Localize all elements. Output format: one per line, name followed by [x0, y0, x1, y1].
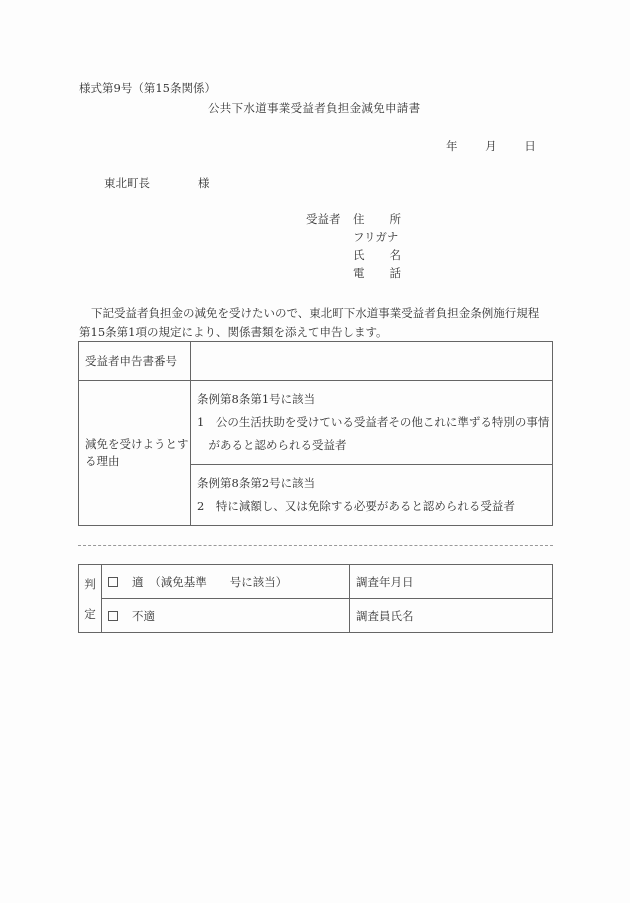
surveyor-name-field[interactable]: 調査員氏名 — [350, 599, 553, 633]
applicant-label: 受益者 — [306, 212, 341, 226]
document-title: 公共下水道事業受益者負担金減免申請書 — [208, 101, 421, 115]
applicant-address-field: 住 所 — [353, 212, 401, 226]
reason-1-heading: 条例第8条第1号に該当 — [197, 392, 316, 406]
date-line — [446, 138, 536, 154]
cut-line-divider — [78, 545, 553, 546]
body-text — [79, 304, 559, 342]
reason-1-text-a: 1 公の生活扶助を受けている受益者その他これに準ずる特別の事情 — [197, 415, 550, 429]
addressee-honorific: 様 — [198, 176, 210, 190]
report-number-value[interactable] — [191, 342, 553, 381]
judgement-label: 判 定 — [79, 565, 102, 633]
judgement-table — [78, 564, 553, 633]
form-number: 様式第9号（第15条関係） — [79, 81, 216, 95]
body-line-2: 第15条第1項の規定により、関係書類を添えて申告します。 — [79, 325, 388, 339]
reason-2-cell[interactable] — [191, 465, 553, 526]
applicant-phone-field: 電 話 — [353, 266, 401, 280]
reason-2-text: 2 特に減額し、又は免除する必要があると認められる受益者 — [197, 499, 515, 513]
applicant-furigana-field: フリガナ — [353, 230, 399, 244]
report-number-label: 受益者申告書番号 — [79, 342, 191, 381]
applicant-name-field: 氏 名 — [353, 248, 401, 262]
option-suitable[interactable]: 適 （減免基準 号に該当） — [102, 565, 350, 599]
date-month: 月 — [485, 139, 497, 153]
reason-1-cell[interactable] — [191, 381, 553, 465]
reason-2-heading: 条例第8条第2号に該当 — [197, 476, 316, 490]
body-line-1: 下記受益者負担金の減免を受けたいので、東北町下水道事業受益者負担金条例施行規程 — [91, 306, 540, 320]
survey-date-field[interactable]: 調査年月日 — [350, 565, 553, 599]
addressee-name: 東北町長 — [104, 176, 150, 190]
reason-label: 減免を受けようとする理由 — [79, 381, 191, 526]
application-table — [78, 341, 553, 526]
option-unsuitable[interactable]: 不適 — [102, 599, 350, 633]
date-year: 年 — [446, 139, 458, 153]
addressee — [104, 175, 210, 191]
checkbox-icon[interactable] — [108, 611, 118, 621]
checkbox-icon[interactable] — [108, 577, 118, 587]
reason-1-text-b: があると認められる受益者 — [197, 438, 347, 452]
date-day: 日 — [524, 139, 536, 153]
